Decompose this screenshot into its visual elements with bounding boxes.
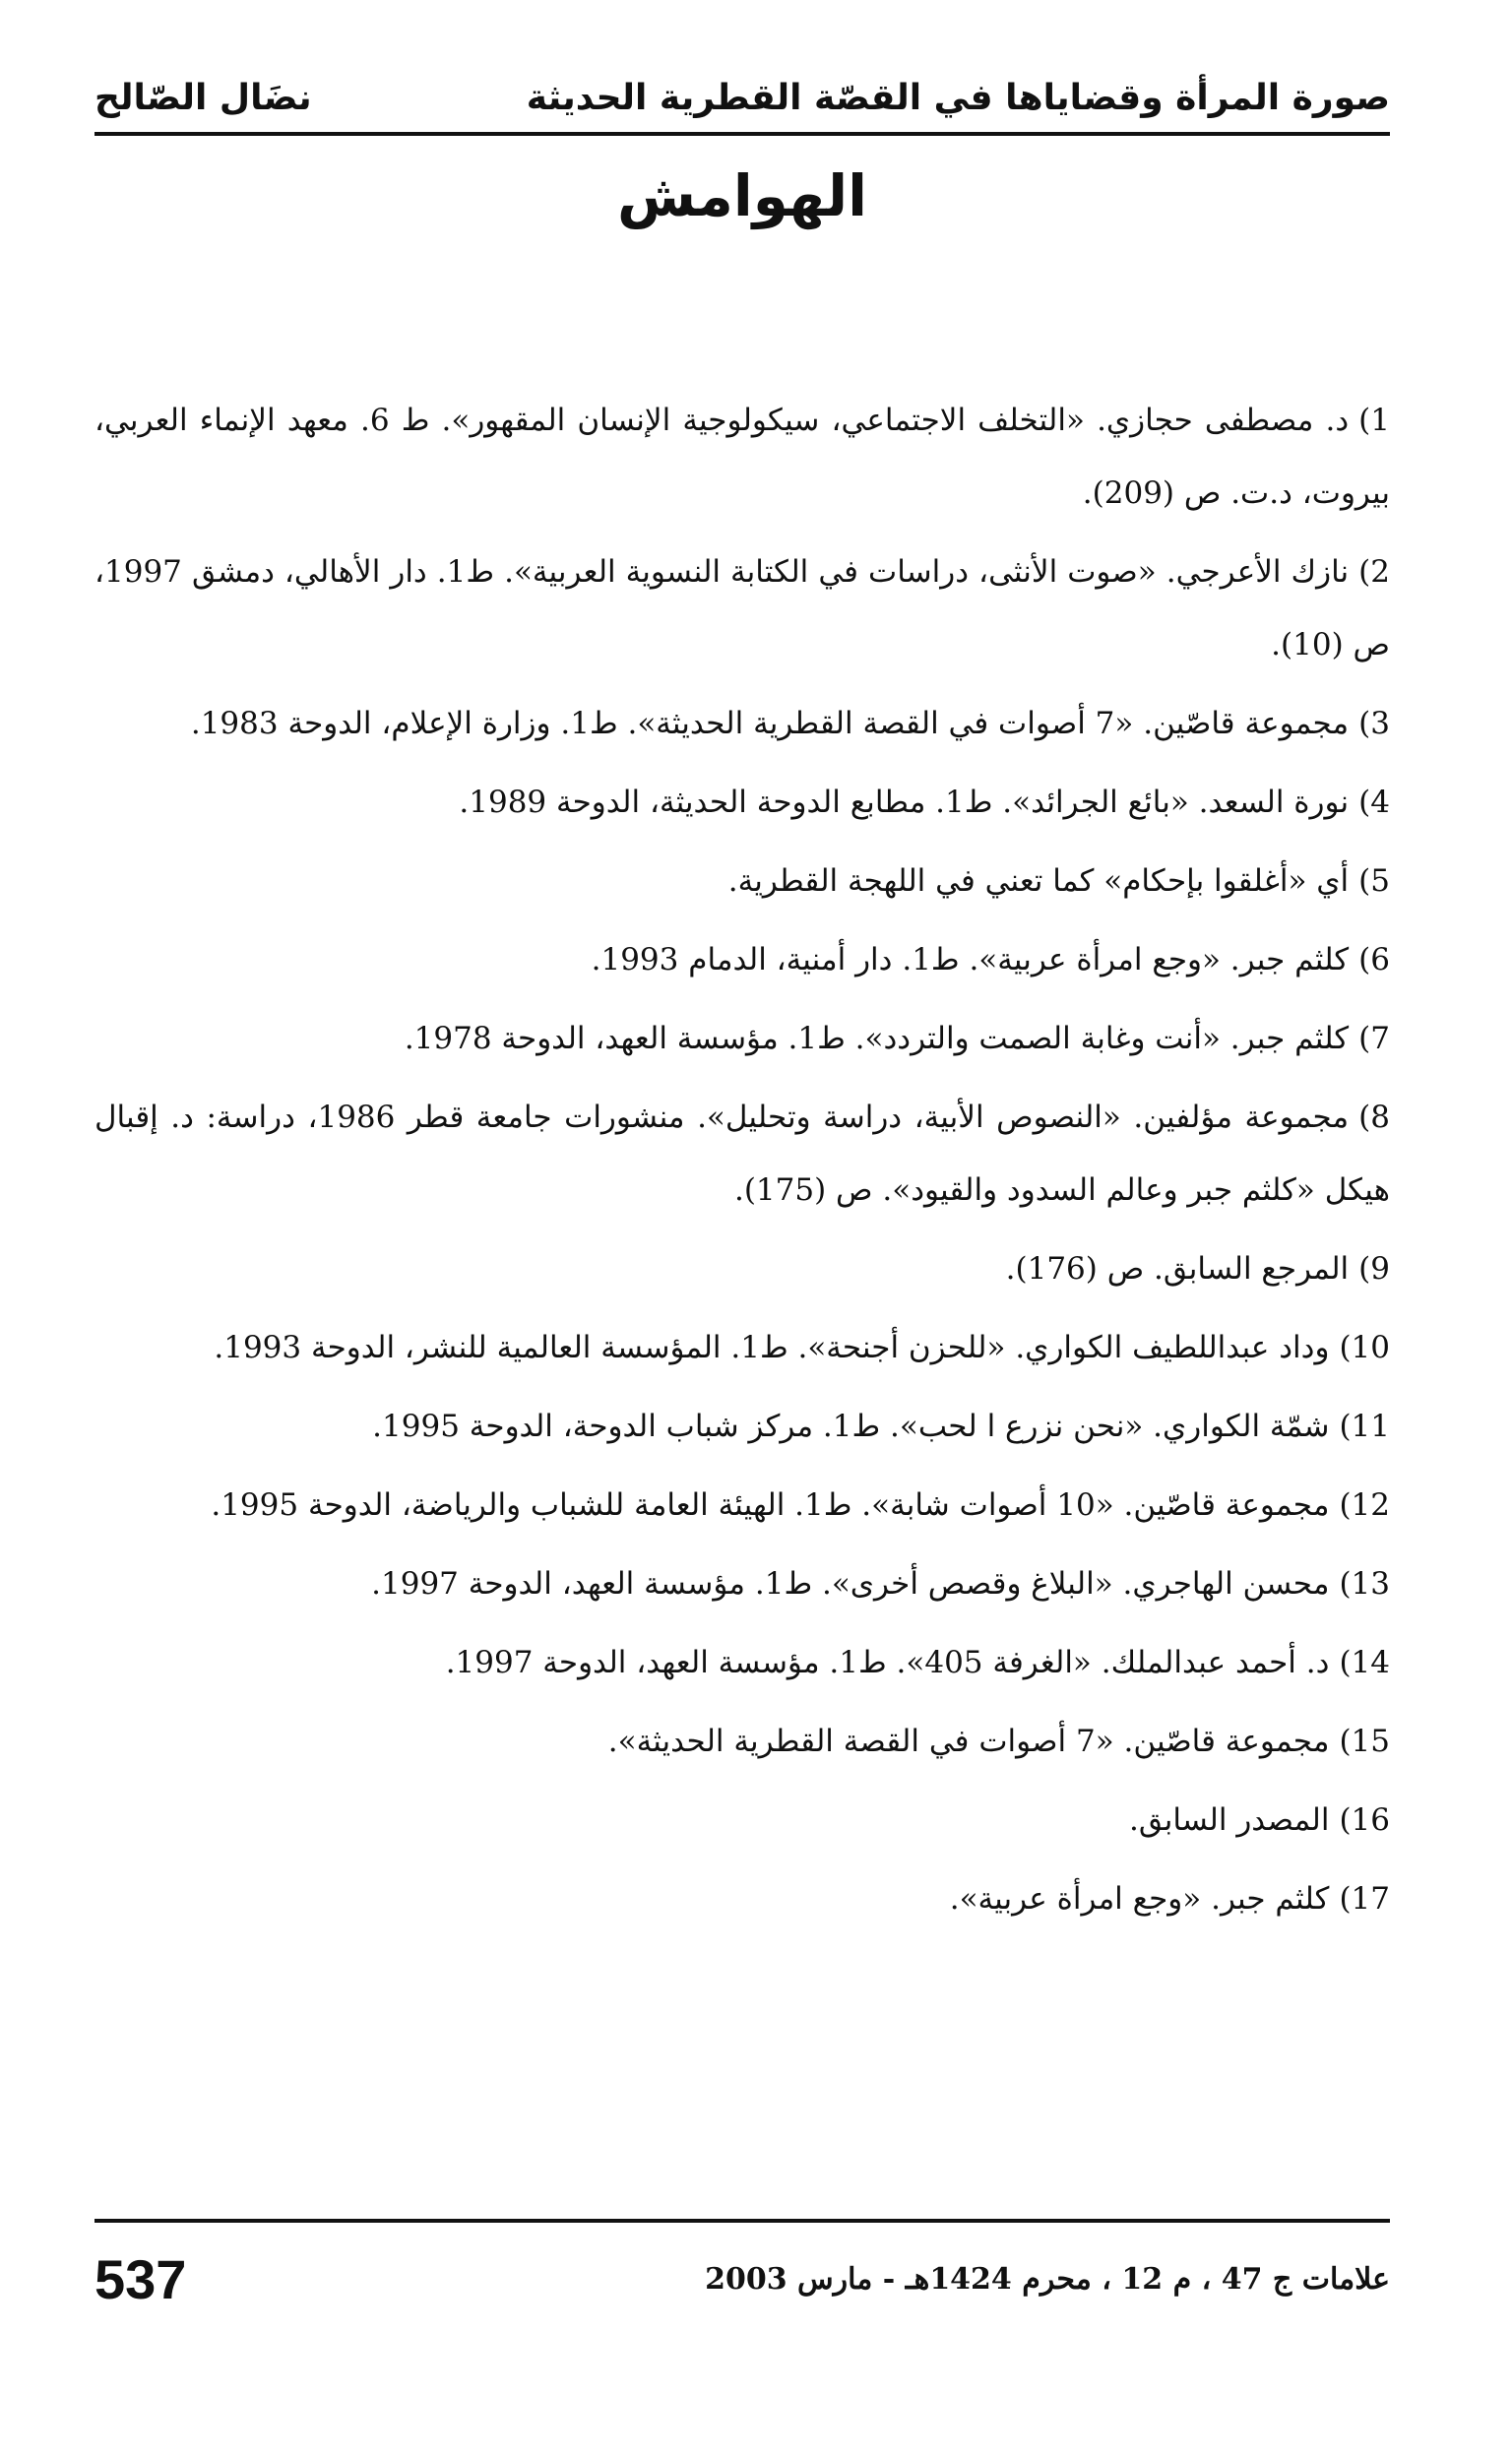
footnote-item <box>94 1081 1390 1227</box>
footnote-number: 1) <box>1358 403 1390 438</box>
footnote-text: أي «أغلقوا بإحكام» كما تعني في اللهجة القطرية. <box>727 863 1350 899</box>
footnote-number: 9) <box>1358 1251 1390 1287</box>
footnote-number: 4) <box>1358 785 1390 820</box>
footnote-text: مجموعة قاصّين. «7 أصوات في القصة القطرية الحديثة». ط1. وزارة الإعلام، الدوحة 1983. <box>190 706 1350 741</box>
footnote-text: نازك الأعرجي. «صوت الأنثى، دراسات في الكتابة النسوية العربية». ط1. دار الأهالي، دمشق 1997، ص (10). <box>94 554 1390 662</box>
footnote-item <box>94 766 1390 839</box>
footnote-text: مجموعة قاصّين. «7 أصوات في القصة القطرية الحديثة». <box>607 1724 1330 1759</box>
footnote-text: كلثم جبر. «وجع امرأة عربية». <box>949 1881 1330 1917</box>
footnote-number: 3) <box>1358 706 1390 741</box>
footnotes-list <box>94 384 1390 1941</box>
footnote-item <box>94 1626 1390 1699</box>
footnote-number: 6) <box>1358 942 1390 977</box>
footnote-number: 16) <box>1339 1802 1390 1838</box>
footnote-item <box>94 1232 1390 1305</box>
footnote-number: 15) <box>1339 1724 1390 1759</box>
footnote-text: المصدر السابق. <box>1128 1802 1330 1838</box>
footnote-item <box>94 1705 1390 1778</box>
footnote-text: مجموعة قاصّين. «10 أصوات شابة». ط1. الهيئة العامة للشباب والرياضة، الدوحة 1995. <box>211 1487 1330 1523</box>
footnote-item <box>94 923 1390 996</box>
footnote-item <box>94 687 1390 760</box>
footnote-text: شمّة الكواري. «نحن نزرع ا لحب». ط1. مركز شباب الدوحة، الدوحة 1995. <box>372 1409 1330 1444</box>
author-name: نضَال الصّالح <box>94 78 312 118</box>
footnote-item <box>94 845 1390 917</box>
footnote-text: وداد عبداللطيف الكواري. «للحزن أجنحة». ط1. المؤسسة العالمية للنشر، الدوحة 1993. <box>214 1330 1330 1365</box>
footnote-number: 7) <box>1358 1021 1390 1056</box>
footnote-text: كلثم جبر. «أنت وغابة الصمت والتردد». ط1. مؤسسة العهد، الدوحة 1978. <box>404 1021 1350 1056</box>
footnote-text: محسن الهاجري. «البلاغ وقصص أخرى». ط1. مؤسسة العهد، الدوحة 1997. <box>371 1566 1330 1602</box>
footnote-item <box>94 1784 1390 1857</box>
footnote-item <box>94 1002 1390 1075</box>
footnote-number: 17) <box>1339 1881 1390 1917</box>
footnote-item <box>94 1390 1390 1463</box>
footnote-item <box>94 536 1390 681</box>
footnote-text: كلثم جبر. «وجع امرأة عربية». ط1. دار أمنية، الدمام 1993. <box>591 942 1350 977</box>
running-header <box>94 59 1390 118</box>
footnote-text: المرجع السابق. ص (176). <box>1005 1251 1350 1287</box>
article-title: صورة المرأة وقضاياها في القصّة القطرية الحديثة <box>526 78 1390 118</box>
footnote-item <box>94 1469 1390 1542</box>
footnote-item <box>94 384 1390 530</box>
footnote-number: 14) <box>1339 1645 1390 1680</box>
footnote-item <box>94 1311 1390 1384</box>
footnote-number: 5) <box>1358 863 1390 899</box>
footnote-number: 13) <box>1339 1566 1390 1602</box>
footnote-number: 8) <box>1358 1100 1390 1135</box>
footnote-text: د. مصطفى حجازي. «التخلف الاجتماعي، سيكولوجية الإنسان المقهور». ط 6. معهد الإنماء العربي، بيروت، د.ت. ص (209). <box>94 403 1390 511</box>
page-number: 537 <box>94 2247 187 2310</box>
footnote-text: مجموعة مؤلفين. «النصوص الأبية، دراسة وتحليل». منشورات جامعة قطر 1986، دراسة: د. إقبال هيكل «كلثم جبر وعالم السدود والقيود». ص (175). <box>94 1100 1390 1208</box>
footnote-number: 11) <box>1339 1409 1390 1444</box>
footnote-text: نورة السعد. «بائع الجرائد». ط1. مطابع الدوحة الحديثة، الدوحة 1989. <box>459 785 1350 820</box>
page-footer <box>94 2244 1390 2313</box>
footnote-number: 10) <box>1339 1330 1390 1365</box>
section-title: الهوامش <box>616 162 868 229</box>
footnote-number: 12) <box>1339 1487 1390 1523</box>
document-page <box>94 59 1390 2402</box>
header-divider <box>94 132 1390 136</box>
footer-divider <box>94 2219 1390 2223</box>
issue-info: علامات ج 47 ، م 12 ، محرم 1424هـ - مارس 2003 <box>705 2261 1390 2297</box>
footnote-item <box>94 1862 1390 1935</box>
footnote-number: 2) <box>1358 554 1390 590</box>
footnote-text: د. أحمد عبدالملك. «الغرفة 405». ط1. مؤسسة العهد، الدوحة 1997. <box>445 1645 1330 1680</box>
footnote-item <box>94 1547 1390 1620</box>
